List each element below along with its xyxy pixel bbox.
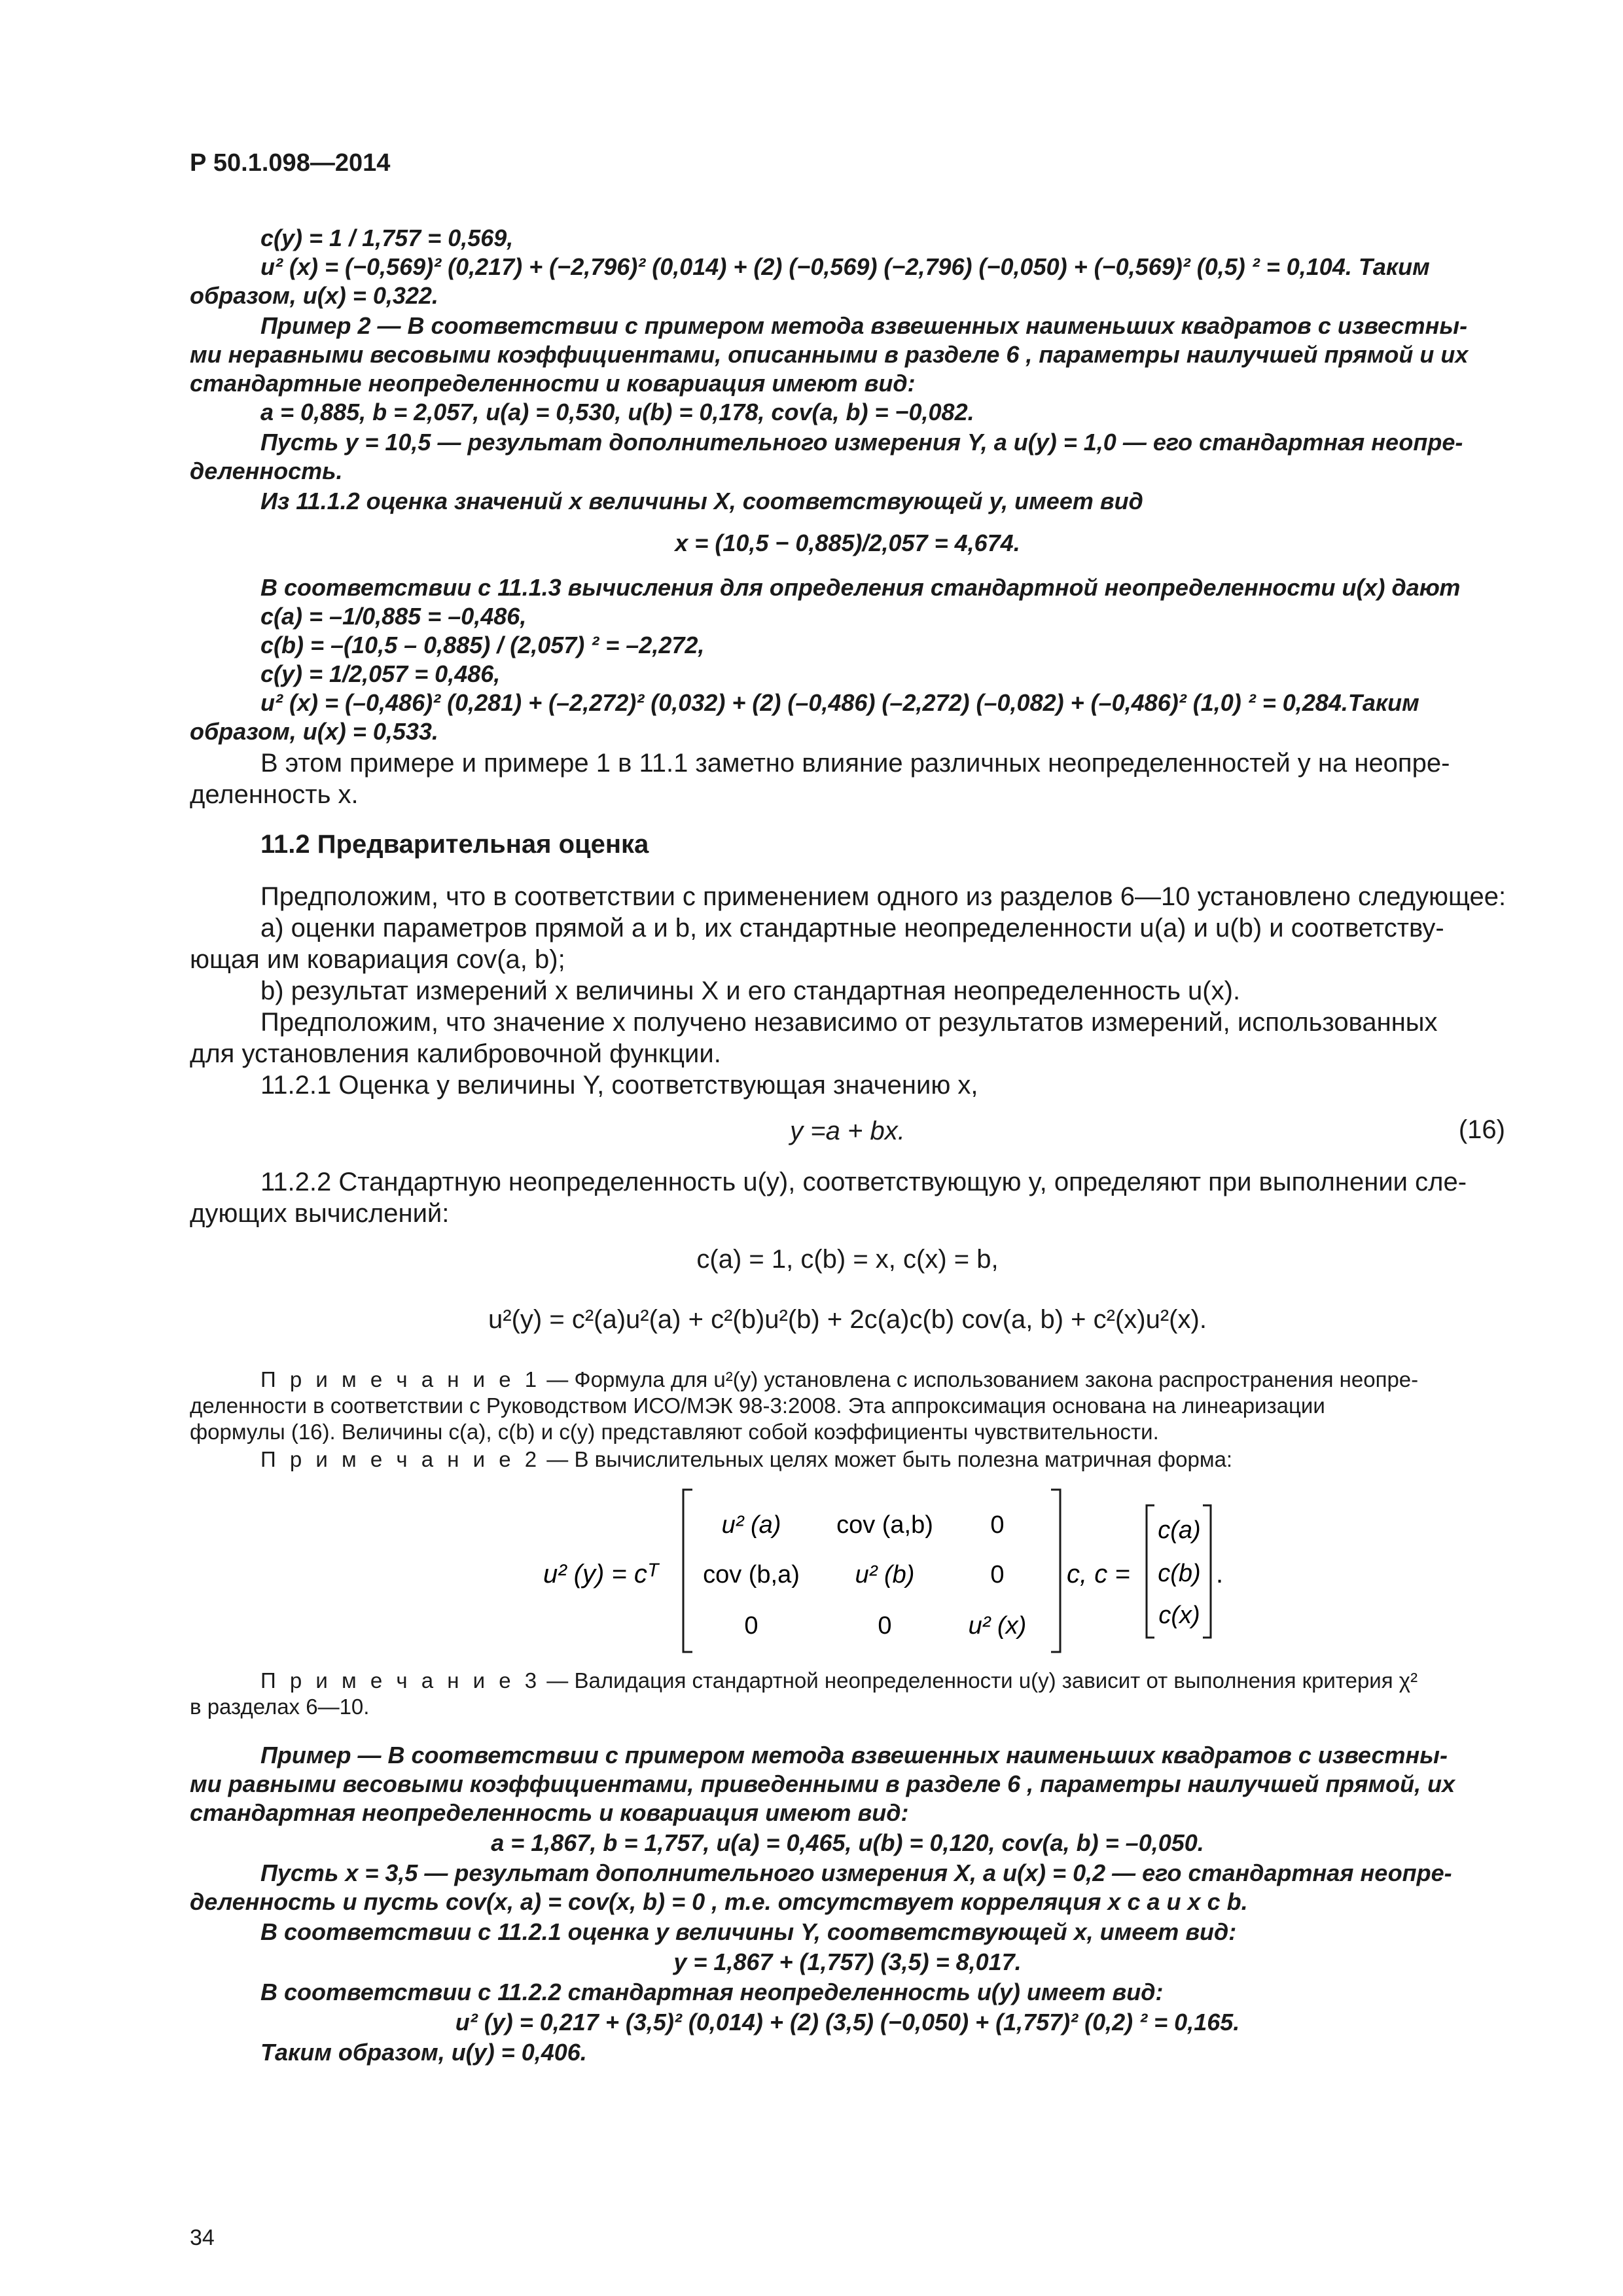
example2-cy: c(y) = 1/2,057 = 0,486, [260, 660, 501, 687]
matrix-r2c3: 0 [990, 1561, 1005, 1588]
matrix-r3c3: u² (x) [968, 1612, 1027, 1640]
example3-params: a = 1,867, b = 1,757, u(a) = 0,465, u(b) = 0,120, cov(a, b) = –0,050. [491, 1829, 1204, 1856]
matrix-lhs: u² (y) = cᵀ [543, 1560, 658, 1588]
example2-from-1112: Из 11.1.2 оценка значений x величины X, соответствующей y, имеет вид [260, 488, 1143, 514]
equation-coefficients: c(a) = 1, c(b) = x, c(x) = b, [696, 1245, 999, 1274]
example3-eq-u2y: u² (y) = 0,217 + (3,5)² (0,014) + (2) (3,5) (−0,050) + (1,757)² (0,2) ² = 0,165. [455, 2009, 1240, 2036]
note1-line3: формулы (16). Величины c(a), c(b) и c(y) представляют собой коэффициенты чувствительности. [190, 1420, 1159, 1444]
note3-text: — Валидация стандартной неопределенности u(y) зависит от выполнения критерия χ² [541, 1668, 1418, 1693]
vector-cx: c(x) [1158, 1602, 1200, 1629]
vector-right-bracket [1203, 1505, 1211, 1638]
note2-line [260, 1446, 1232, 1473]
remark-line2: деленность x. [190, 780, 359, 809]
subsection-1122-line2: дующих вычислений: [190, 1199, 450, 1228]
example2-intro-line1: Пример 2 — В соответствии с примером метода взвешенных наименьших квадратов с известны- [260, 312, 1468, 339]
example1-cy: c(y) = 1 / 1,757 = 0,569, [260, 224, 514, 251]
item-a-line2: ющая им ковариация cov(a, b); [190, 945, 565, 974]
example2-assume-line2: деленность. [190, 457, 343, 484]
matrix-r1c1: u² (a) [721, 1511, 781, 1539]
page-number: 34 [190, 2225, 215, 2250]
section-p2-line2: для установления калибровочной функции. [190, 1039, 721, 1068]
example2-intro-line3: стандартные неопределенности и ковариация имеют вид: [190, 370, 916, 397]
subsection-1122-line1: 11.2.2 Стандартную неопределенность u(y), соответствующую y, определяют при выполнении сле- [260, 1168, 1467, 1196]
note1-label: П р и м е ч а н и е 1 [260, 1367, 541, 1391]
equation-16: y =a + bx. [790, 1117, 905, 1145]
example3-intro-line2: ми равными весовыми коэффициентами, приведенными в разделе 6 , параметры наилучшей прямой, их [190, 1770, 1455, 1797]
section-p2-line1: Предположим, что значение x получено независимо от результатов измерений, использованных [260, 1008, 1438, 1037]
example3-per-1122: В соответствии с 11.2.2 стандартная неопределенность u(y) имеет вид: [260, 1979, 1164, 2005]
subsection-1121: 11.2.1 Оценка y величины Y, соответствующая значению x, [260, 1071, 978, 1100]
matrix-mid: c, c = [1067, 1560, 1130, 1588]
example2-assume-line1: Пусть y = 10,5 — результат дополнительного измерения Y, а u(y) = 1,0 — его стандартная неопре- [260, 429, 1463, 456]
item-a-line1: а) оценки параметров прямой a и b, их стандартные неопределенности u(a) и u(b) и соответству- [260, 914, 1444, 942]
matrix-r1c3: 0 [990, 1511, 1005, 1539]
equation-16-number: (16) [1458, 1115, 1505, 1144]
matrix-end: . [1216, 1560, 1224, 1588]
example2-ca: c(a) = –1/0,885 = –0,486, [260, 603, 527, 630]
equation-u2y: u²(y) = c²(a)u²(a) + c²(b)u²(b) + 2c(a)c(b) cov(a, b) + c²(x)u²(x). [488, 1305, 1207, 1334]
section-p1: Предположим, что в соответствии с применением одного из разделов 6—10 установлено следующее: [260, 882, 1507, 911]
note1-line2: деленности в соответствии с Руководством ИСО/МЭК 98-3:2008. Эта аппроксимация основана на линеаризации [190, 1393, 1325, 1418]
example3-eq-y: y = 1,867 + (1,757) (3,5) = 8,017. [673, 1948, 1022, 1975]
matrix-r3c2: 0 [878, 1612, 892, 1640]
example1-u2x: u² (x) = (−0,569)² (0,217) + (−2,796)² (0,014) + (2) (−0,569) (−2,796) (−0,050) + (−0,569)² (0,5) ² = 0,104. Таким [260, 253, 1430, 280]
example2-u2x: u² (x) = (–0,486)² (0,281) + (–2,272)² (0,032) + (2) (–0,486) (–2,272) (–0,082) + (–0,486)² (1,0) ² = 0,284.Таким [260, 689, 1419, 716]
example2-eq-x: x = (10,5 − 0,885)/2,057 = 4,674. [675, 529, 1020, 556]
example2-params: a = 0,885, b = 2,057, u(a) = 0,530, u(b) = 0,178, cov(a, b) = −0,082. [260, 399, 974, 425]
item-b: b) результат измерений x величины X и его стандартная неопределенность u(x). [260, 977, 1241, 1005]
example2-intro-line2: ми неравными весовыми коэффициентами, описанными в разделе 6 , параметры наилучшей прямой и их [190, 341, 1469, 368]
example2-per-1113: В соответствии с 11.1.3 вычисления для определения стандартной неопределенности u(x) дают [260, 574, 1461, 601]
example3-assume-line2: деленность и пусть cov(x, a) = cov(x, b) = 0 , т.е. отсутствует корреляция x с a и x с b. [190, 1888, 1248, 1915]
example3-result: Таким образом, u(y) = 0,406. [260, 2039, 587, 2066]
vector-left-bracket [1147, 1505, 1154, 1638]
example2-ux: образом, u(x) = 0,533. [190, 718, 438, 745]
note1-line1 [260, 1367, 1418, 1393]
matrix-r1c2: cov (a,b) [836, 1511, 933, 1539]
note3-line1 [260, 1668, 1418, 1694]
example3-assume-line1: Пусть x = 3,5 — результат дополнительного измерения X, а u(x) = 0,2 — его стандартная неопре- [260, 1859, 1452, 1886]
note3-label: П р и м е ч а н и е 3 [260, 1668, 541, 1693]
example2-cb: c(b) = –(10,5 – 0,885) / (2,057) ² = –2,272, [260, 632, 705, 658]
remark-line1: В этом примере и примере 1 в 11.1 заметно влияние различных неопределенностей y на неопре- [260, 749, 1450, 778]
matrix-r2c2: u² (b) [855, 1561, 915, 1588]
document-number: Р 50.1.098—2014 [190, 149, 391, 177]
example3-intro-line1: Пример — В соответствии с примером метода взвешенных наименьших квадратов с известны- [260, 1742, 1448, 1768]
matrix-left-bracket [683, 1490, 692, 1652]
note1-text: — Формула для u²(y) установлена с использованием закона распространения неопре- [541, 1367, 1419, 1391]
example3-per-1121: В соответствии с 11.2.1 оценка y величины Y, соответствующей x, имеет вид: [260, 1918, 1237, 1945]
note3-line2: в разделах 6—10. [190, 1695, 370, 1719]
section-title: 11.2 Предварительная оценка [260, 830, 649, 859]
note2-text: — В вычислительных целях может быть полезна матричная форма: [541, 1447, 1233, 1471]
example3-intro-line3: стандартная неопределенность и ковариация имеют вид: [190, 1799, 909, 1826]
vector-cb: c(b) [1158, 1560, 1201, 1587]
example1-ux: образом, u(x) = 0,322. [190, 282, 438, 309]
matrix-formula [543, 1486, 1224, 1656]
note2-label: П р и м е ч а н и е 2 [260, 1447, 541, 1471]
matrix-r2c1: cov (b,a) [703, 1561, 800, 1588]
matrix-right-bracket [1051, 1490, 1060, 1652]
vector-ca: c(a) [1158, 1516, 1201, 1544]
matrix-r3c1: 0 [744, 1612, 758, 1640]
